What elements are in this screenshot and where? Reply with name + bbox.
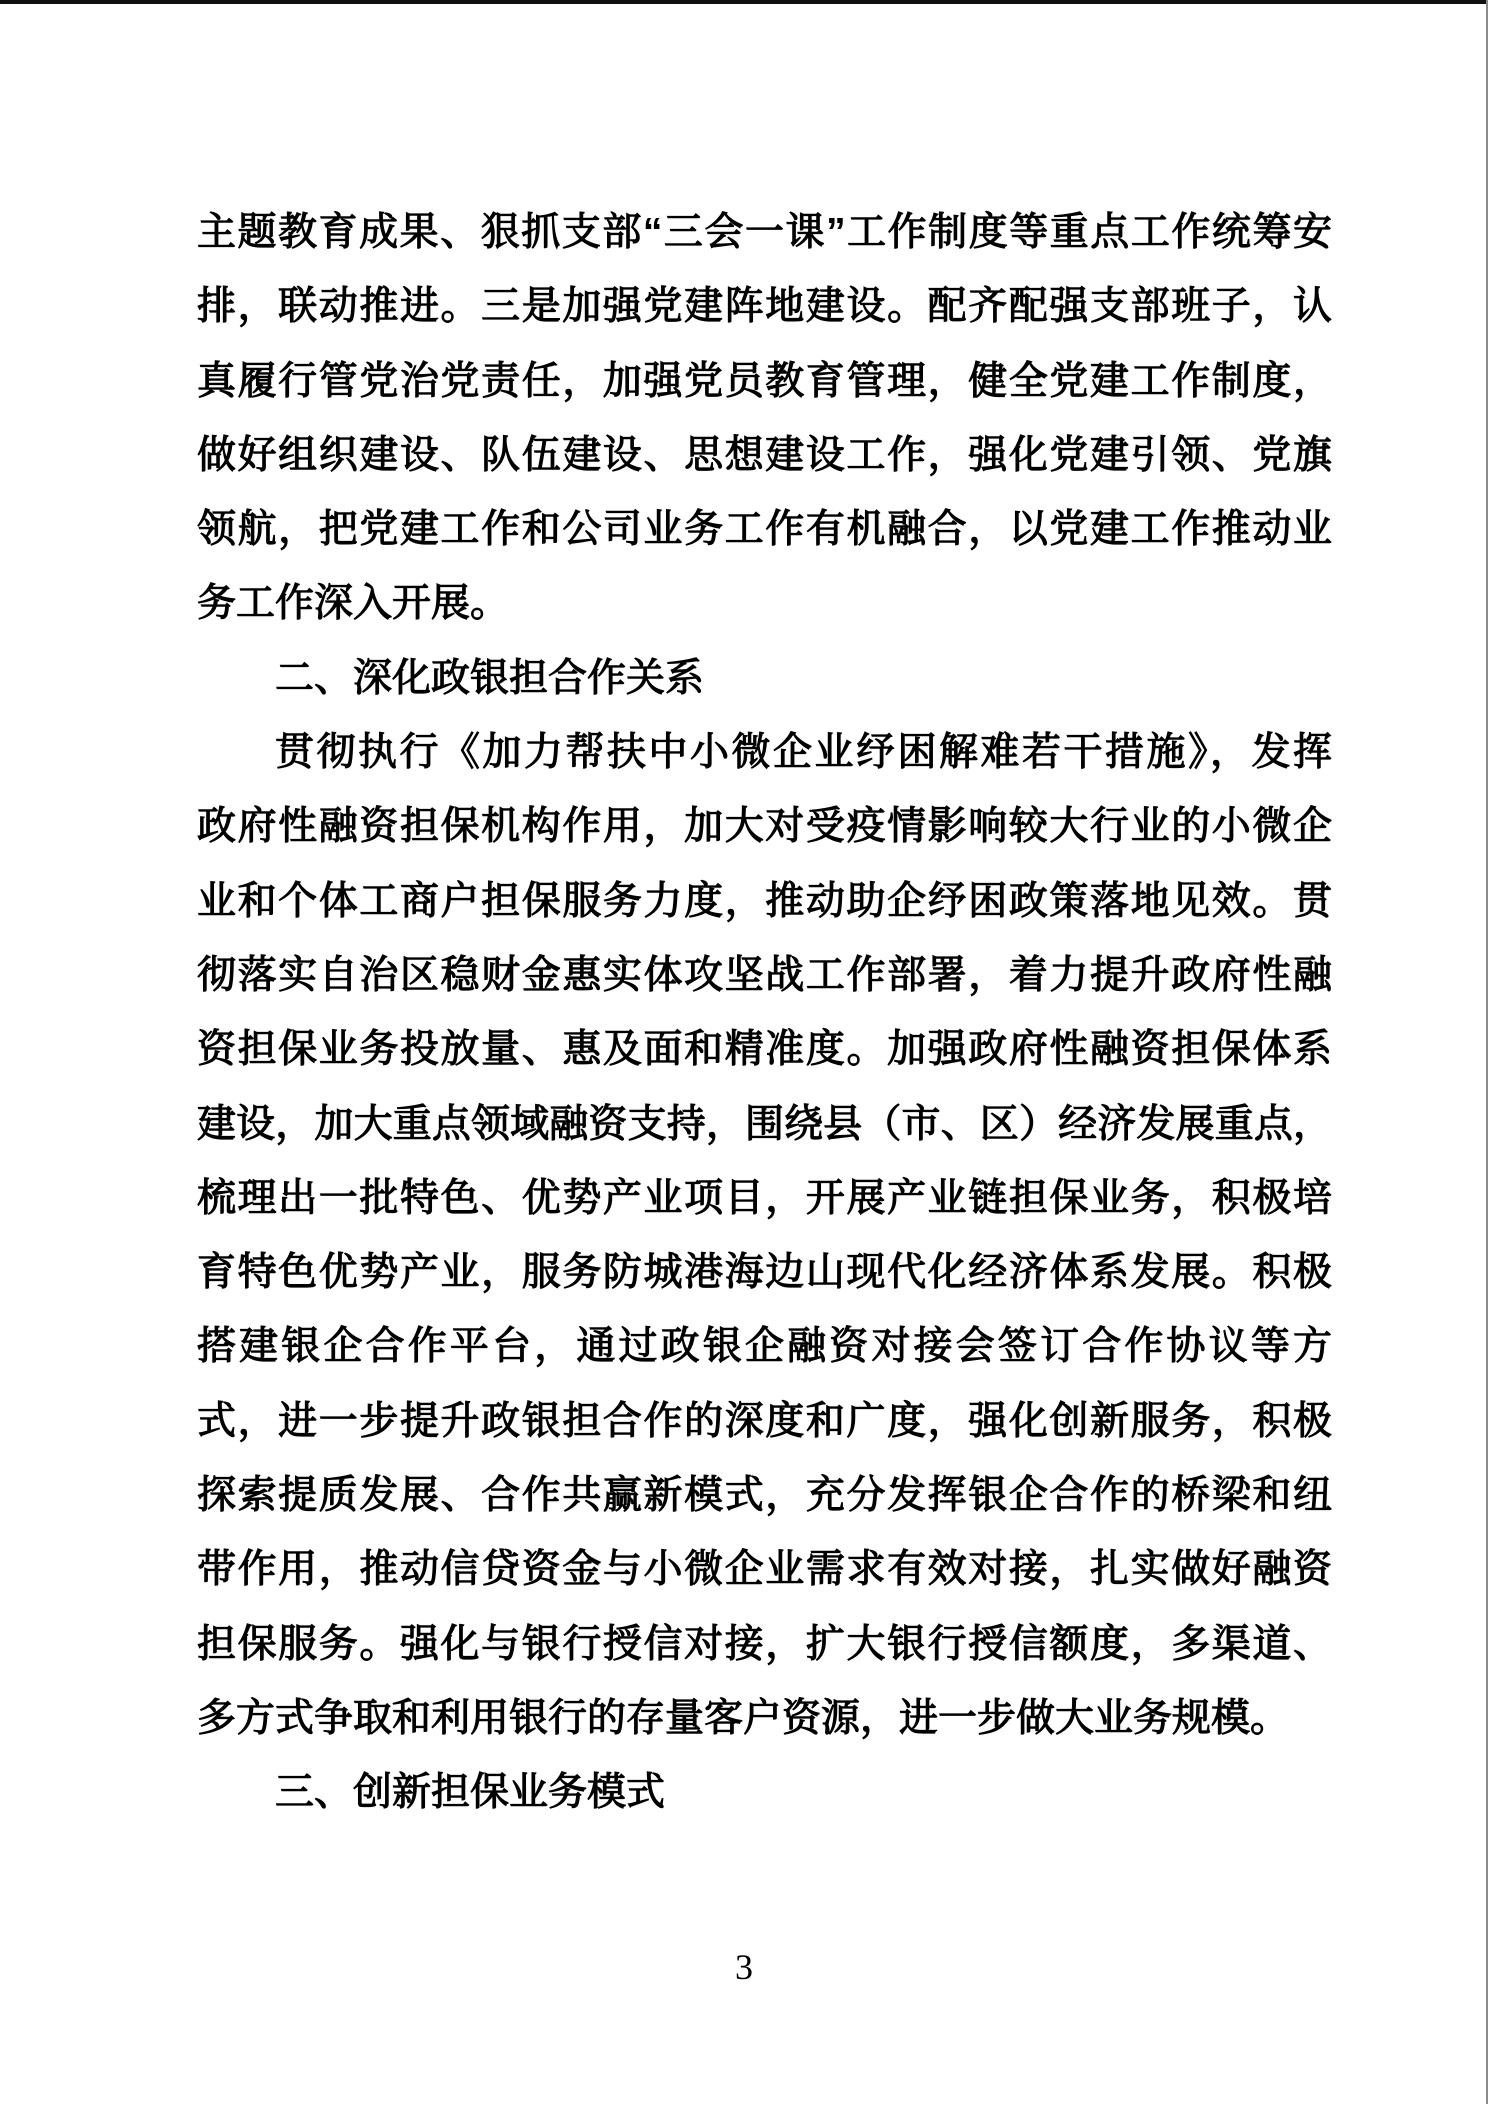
text-line: 梳理出一批特色、优势产业项目，开展产业链担保业务，积极培	[197, 1176, 1332, 1220]
page-number: 3	[735, 1947, 753, 1987]
text-line: 探索提质发展、合作共赢新模式，充分发挥银企合作的桥梁和纽	[197, 1474, 1332, 1518]
heading-section-2: 二、深化政银担合作关系	[275, 656, 705, 700]
text-line: 资担保业务投放量、惠及面和精准度。加强政府性融资担保体系	[197, 1028, 1332, 1072]
text-line: 务工作深入开展。	[197, 582, 510, 626]
text-line: 排，联动推进。三是加强党建阵地建设。配齐配强支部班子，认	[197, 285, 1332, 329]
text-line: 彻落实自治区稳财金惠实体攻坚战工作部署，着力提升政府性融	[197, 953, 1332, 997]
paragraph-party-building	[197, 196, 1332, 642]
scan-edge-top	[0, 0, 1488, 4]
text-line: 建设，加大重点领域融资支持，围绕县（市、区）经济发展重点，	[197, 1102, 1332, 1146]
text-line: 做好组织建设、队伍建设、思想建设工作，强化党建引领、党旗	[197, 433, 1332, 477]
text-line: 带作用，推动信贷资金与小微企业需求有效对接，扎实做好融资	[197, 1548, 1332, 1592]
text-line: 政府性融资担保机构作用，加大对受疫情影响较大行业的小微企	[197, 805, 1332, 849]
text-line: 育特色优势产业，服务防城港海边山现代化经济体系发展。积极	[197, 1251, 1332, 1295]
document-body	[197, 196, 1332, 1831]
text-line: 业和个体工商户担保服务力度，推动助企纾困政策落地见效。贯	[197, 879, 1332, 923]
text-line: 多方式争取和利用银行的存量客户资源，进一步做大业务规模。	[197, 1696, 1290, 1740]
paragraph-bank-cooperation	[197, 716, 1332, 1756]
text-line: 主题教育成果、狠抓支部“三会一课”工作制度等重点工作统筹安	[197, 211, 1332, 254]
text-line: 搭建银企合作平台，通过政银企融资对接会签订合作协议等方	[197, 1325, 1332, 1369]
text-line: 担保服务。强化与银行授信对接，扩大银行授信额度，多渠道、	[197, 1622, 1332, 1666]
text-line: 领航，把党建工作和公司业务工作有机融合，以党建工作推动业	[197, 508, 1332, 552]
text-line: 真履行管党治党责任，加强党员教育管理，健全党建工作制度，	[197, 359, 1332, 403]
text-line: 式，进一步提升政银担合作的深度和广度，强化创新服务，积极	[197, 1399, 1332, 1443]
heading-section-3: 三、创新担保业务模式	[275, 1771, 666, 1815]
text-line: 贯彻执行《加力帮扶中小微企业纾困解难若干措施》，发挥	[275, 731, 1332, 775]
